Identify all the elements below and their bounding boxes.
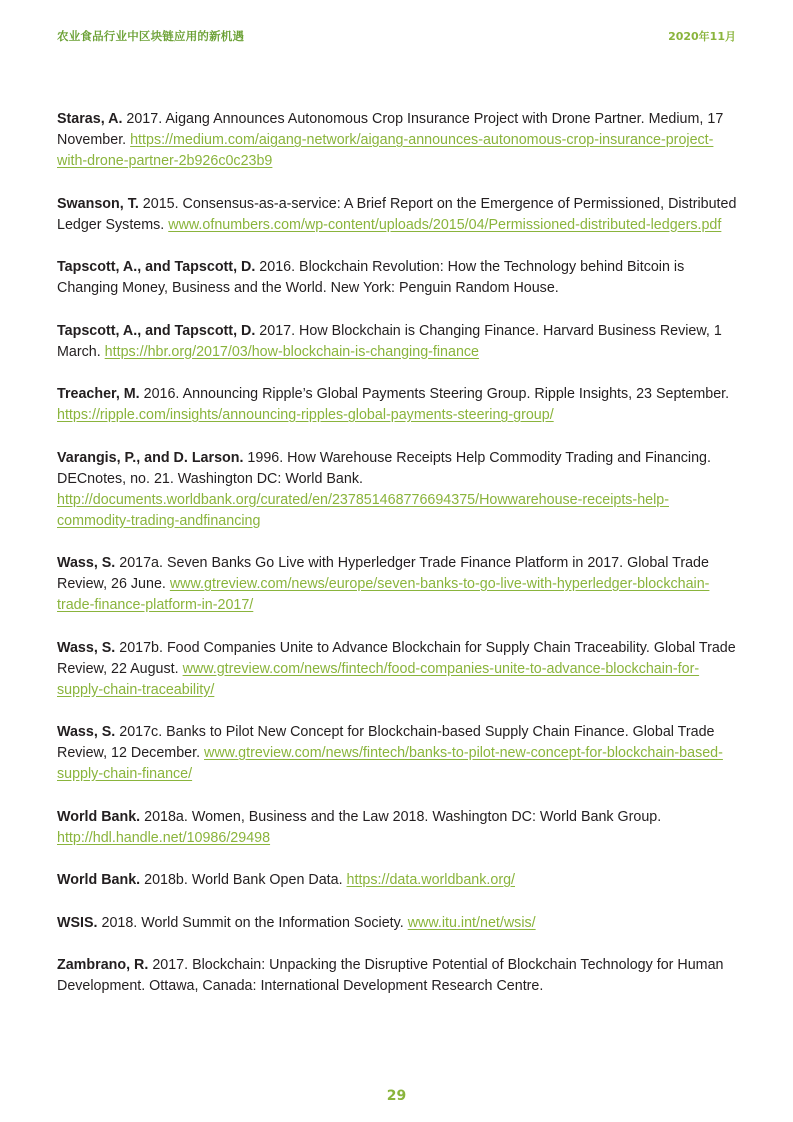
reference-author: Wass, S. — [57, 724, 116, 740]
header-date: 2020年11月 — [668, 30, 736, 43]
reference-link[interactable]: https://hbr.org/2017/03/how-blockchain-is-changing-finance — [104, 343, 480, 360]
page-number: 29 — [386, 1088, 407, 1104]
reference-text: 2017. Aigang Announces Autonomous Crop Insurance Project with Drone Partner. Medium, 17 November. — [57, 111, 724, 148]
header-title: 农业食品行业中区块链应用的新机遇 — [57, 29, 245, 43]
reference-text: 2017b. Food Companies Unite to Advance Blockchain for Supply Chain Traceability. Global Trade Review, 22 August. — [57, 639, 736, 677]
reference-author: Varangis, P., and D. Larson. — [57, 449, 244, 466]
reference-link[interactable]: www.itu.int/net/wsis/ — [407, 914, 536, 931]
reference-author: Staras, A. — [57, 111, 123, 127]
reference-entry — [57, 870, 741, 891]
reference-entry — [57, 638, 741, 701]
reference-entry — [57, 913, 741, 934]
reference-author: Wass, S. — [57, 639, 116, 656]
page-header — [57, 28, 736, 44]
reference-link[interactable]: http://documents.worldbank.org/curated/en/237851468776694375/Howwarehouse-receipts-help-commodity-trading-andfinancing — [57, 491, 669, 529]
reference-link[interactable]: www.ofnumbers.com/wp-content/uploads/2015/04/Permissioned-distributed-ledgers.pdf — [168, 216, 722, 233]
reference-text: 2017. How Blockchain is Changing Finance. Harvard Business Review, 1 March. — [57, 322, 722, 360]
reference-entry — [57, 722, 741, 785]
reference-entry — [57, 321, 741, 363]
reference-entry — [57, 257, 741, 299]
reference-author: Tapscott, A., and Tapscott, D. — [57, 322, 256, 339]
reference-entry — [57, 448, 741, 532]
reference-text: 2018a. Women, Business and the Law 2018. Washington DC: World Bank Group. — [140, 808, 662, 825]
reference-author: World Bank. — [57, 808, 141, 825]
reference-text: 2016. Announcing Ripple’s Global Payments Steering Group. Ripple Insights, 23 September. — [139, 386, 730, 402]
reference-author: Zambrano, R. — [57, 957, 149, 973]
reference-text: 2016. Blockchain Revolution: How the Technology behind Bitcoin is Changing Money, Business and the World. New York: Penguin Random House. — [57, 259, 685, 296]
reference-text: 2017a. Seven Banks Go Live with Hyperledger Trade Finance Platform in 2017. Global Trade Review, 26 June. — [57, 555, 709, 592]
reference-author: Treacher, M. — [57, 386, 140, 402]
reference-entry — [57, 384, 741, 426]
reference-text: 2018. World Summit on the Information Society. — [97, 914, 408, 931]
reference-link[interactable]: www.gtreview.com/news/fintech/banks-to-pilot-new-concept-for-blockchain-based-supply-chain-finance/ — [57, 745, 723, 782]
reference-entry — [57, 194, 741, 236]
reference-entry — [57, 955, 741, 997]
reference-author: World Bank. — [57, 872, 141, 888]
reference-link[interactable]: www.gtreview.com/news/europe/seven-banks-to-go-live-with-hyperledger-blockchain-trade-finance-platform-in-2017/ — [57, 576, 710, 613]
reference-link[interactable]: https://medium.com/aigang-network/aigang-announces-autonomous-crop-insurance-project-with-drone-partner-2b926c0c23b9 — [57, 132, 714, 169]
reference-entry — [57, 109, 741, 172]
reference-text: 1996. How Warehouse Receipts Help Commodity Trading and Financing. DECnotes, no. 21. Washington DC: World Bank. — [57, 449, 711, 487]
reference-text: 2017c. Banks to Pilot New Concept for Blockchain-based Supply Chain Finance. Global Trade Review, 12 December. — [57, 724, 715, 761]
reference-author: Tapscott, A., and Tapscott, D. — [57, 259, 256, 275]
reference-link[interactable]: https://ripple.com/insights/announcing-ripples-global-payments-steering-group/ — [57, 407, 554, 423]
reference-author: WSIS. — [57, 914, 98, 931]
reference-text: 2018b. World Bank Open Data. — [140, 872, 347, 888]
reference-link[interactable]: http://hdl.handle.net/10986/29498 — [57, 829, 271, 846]
reference-author: Swanson, T. — [57, 195, 139, 212]
reference-entry — [57, 553, 741, 616]
reference-link[interactable]: https://data.worldbank.org/ — [346, 872, 516, 888]
reference-list — [57, 109, 741, 1019]
reference-author: Wass, S. — [57, 555, 116, 571]
reference-text: 2017. Blockchain: Unpacking the Disruptive Potential of Blockchain Technology for Human Development. Ottawa, Canada: International Development Research Centre. — [57, 957, 724, 994]
reference-entry — [57, 807, 741, 849]
reference-link[interactable]: www.gtreview.com/news/fintech/food-companies-unite-to-advance-blockchain-for-supply-chain-traceability/ — [57, 660, 700, 698]
reference-text: 2015. Consensus-as-a-service: A Brief Report on the Emergence of Permissioned, Distributed Ledger Systems. — [57, 195, 737, 233]
